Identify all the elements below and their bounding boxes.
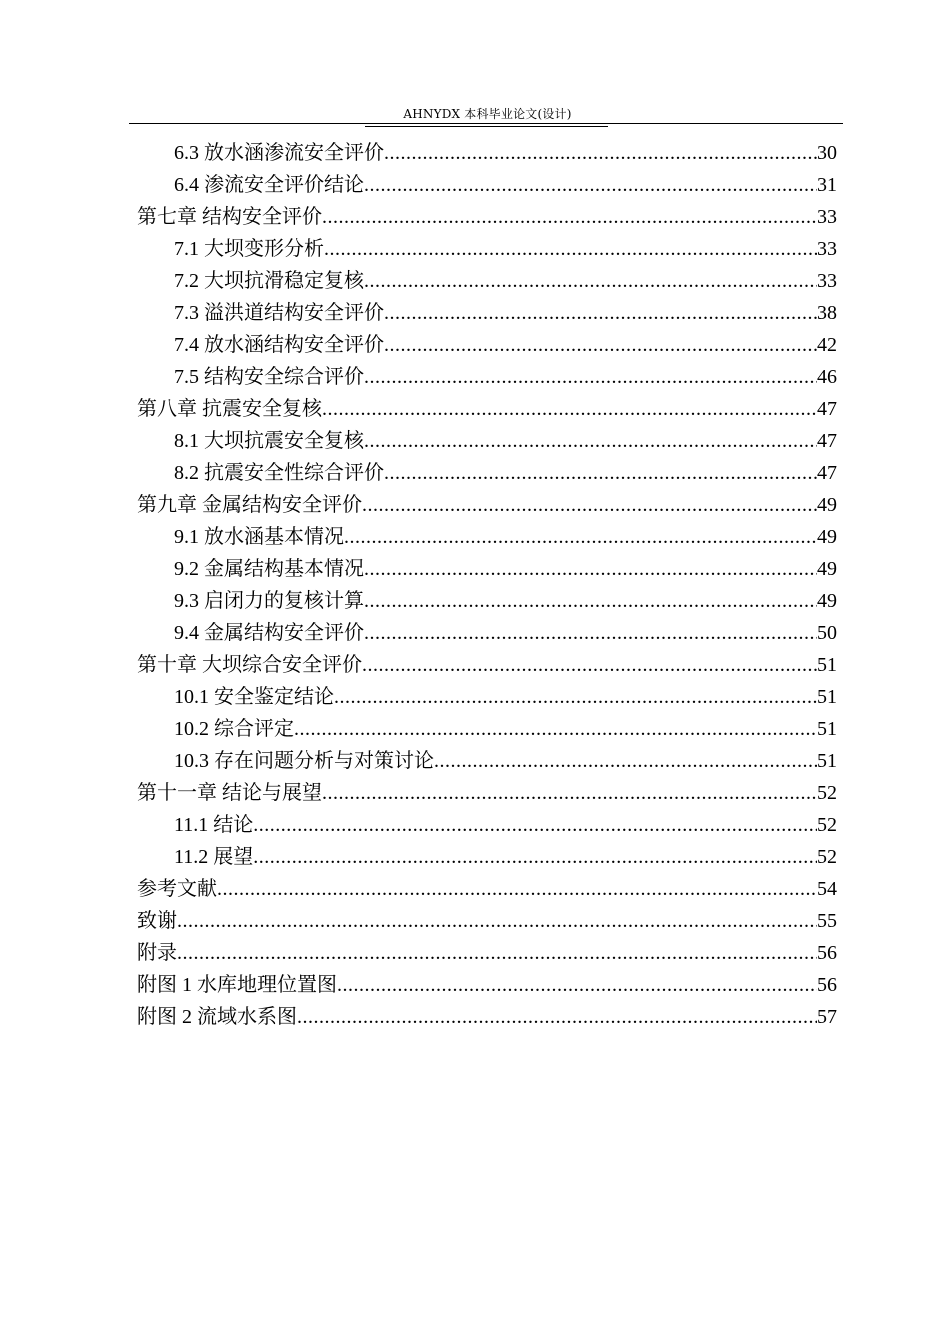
toc-dot-leader [294, 713, 817, 745]
toc-entry[interactable] [137, 713, 837, 745]
toc-entry-page: 47 [817, 430, 837, 452]
toc-entry[interactable] [137, 457, 837, 489]
toc-dot-leader [322, 201, 817, 233]
toc-entry-page: 51 [817, 718, 837, 740]
toc-entry-title: 7.1 大坝变形分析 [174, 238, 324, 260]
toc-dot-leader [337, 969, 817, 1001]
toc-entry-title: 9.3 启闭力的复核计算 [174, 590, 364, 612]
toc-entry-page: 33 [817, 206, 837, 228]
toc-entry[interactable] [137, 297, 837, 329]
toc-entry-page: 52 [817, 814, 837, 836]
toc-entry[interactable] [137, 937, 837, 969]
toc-entry-title: 8.1 大坝抗震安全复核 [174, 430, 364, 452]
toc-dot-leader [253, 841, 817, 873]
toc-entry-title: 第十章 大坝综合安全评价 [137, 654, 362, 676]
toc-entry[interactable] [137, 745, 837, 777]
toc-entry-title: 致谢 [137, 910, 177, 932]
toc-dot-leader [334, 681, 817, 713]
toc-dot-leader [364, 265, 817, 297]
table-of-contents [137, 137, 837, 1033]
toc-entry-page: 51 [817, 654, 837, 676]
toc-entry-title: 11.1 结论 [174, 814, 254, 836]
toc-entry-page: 54 [817, 878, 837, 900]
toc-entry-page: 55 [817, 910, 837, 932]
toc-dot-leader [177, 937, 817, 969]
toc-entry-title: 11.2 展望 [174, 846, 254, 868]
toc-entry[interactable] [137, 649, 837, 681]
toc-entry[interactable] [137, 777, 837, 809]
toc-entry[interactable] [137, 169, 837, 201]
running-header: AHNYDX 本科毕业论文(设计) [403, 107, 572, 121]
toc-dot-leader [434, 745, 817, 777]
toc-entry[interactable] [137, 1001, 837, 1033]
toc-entry-page: 52 [817, 846, 837, 868]
toc-entry-title: 参考文献 [137, 878, 217, 900]
toc-dot-leader [364, 169, 817, 201]
toc-entry[interactable] [137, 393, 837, 425]
toc-entry-page: 49 [817, 526, 837, 548]
toc-entry-title: 附图 1 水库地理位置图 [137, 974, 337, 996]
toc-entry-title: 9.4 金属结构安全评价 [174, 622, 364, 644]
toc-entry-page: 33 [817, 270, 837, 292]
toc-entry-title: 7.2 大坝抗滑稳定复核 [174, 270, 364, 292]
toc-entry[interactable] [137, 809, 837, 841]
toc-entry-title: 附录 [137, 942, 177, 964]
toc-entry-title: 附图 2 流域水系图 [137, 1006, 297, 1028]
header-rule [129, 123, 843, 124]
toc-entry-title: 9.1 放水涵基本情况 [174, 526, 344, 548]
toc-entry-title: 6.3 放水涵渗流安全评价 [174, 142, 384, 164]
toc-dot-leader [364, 553, 817, 585]
toc-entry-page: 42 [817, 334, 837, 356]
toc-entry[interactable] [137, 137, 837, 169]
toc-entry[interactable] [137, 553, 837, 585]
toc-entry-title: 7.4 放水涵结构安全评价 [174, 334, 384, 356]
toc-entry-title: 第九章 金属结构安全评价 [137, 494, 362, 516]
toc-entry[interactable] [137, 681, 837, 713]
toc-entry-page: 52 [817, 782, 837, 804]
toc-entry-page: 51 [817, 750, 837, 772]
toc-dot-leader [177, 905, 817, 937]
toc-entry-page: 51 [817, 686, 837, 708]
toc-dot-leader [322, 393, 817, 425]
toc-dot-leader [364, 585, 817, 617]
toc-dot-leader [324, 233, 817, 265]
toc-entry-title: 第十一章 结论与展望 [137, 782, 322, 804]
toc-entry-page: 49 [817, 590, 837, 612]
toc-entry-page: 47 [817, 462, 837, 484]
toc-entry[interactable] [137, 585, 837, 617]
toc-dot-leader [322, 777, 817, 809]
toc-entry[interactable] [137, 521, 837, 553]
toc-entry[interactable] [137, 265, 837, 297]
toc-entry-page: 49 [817, 494, 837, 516]
toc-dot-leader [362, 489, 817, 521]
toc-entry[interactable] [137, 489, 837, 521]
toc-dot-leader [253, 809, 817, 841]
toc-entry-page: 30 [817, 142, 837, 164]
toc-entry-page: 33 [817, 238, 837, 260]
toc-dot-leader [344, 521, 817, 553]
toc-entry-page: 31 [817, 174, 837, 196]
toc-entry[interactable] [137, 969, 837, 1001]
toc-entry-title: 7.5 结构安全综合评价 [174, 366, 364, 388]
toc-entry[interactable] [137, 233, 837, 265]
toc-dot-leader [297, 1001, 817, 1033]
toc-dot-leader [364, 617, 817, 649]
toc-entry-title: 第七章 结构安全评价 [137, 206, 322, 228]
toc-entry-page: 57 [817, 1006, 837, 1028]
toc-dot-leader [362, 649, 817, 681]
toc-entry-page: 50 [817, 622, 837, 644]
toc-dot-leader [364, 361, 817, 393]
toc-entry-page: 47 [817, 398, 837, 420]
toc-entry-title: 9.2 金属结构基本情况 [174, 558, 364, 580]
toc-entry[interactable] [137, 873, 837, 905]
toc-entry[interactable] [137, 361, 837, 393]
toc-entry[interactable] [137, 617, 837, 649]
toc-entry[interactable] [137, 841, 837, 873]
toc-entry-title: 第八章 抗震安全复核 [137, 398, 322, 420]
toc-entry-page: 56 [817, 942, 837, 964]
toc-entry[interactable] [137, 905, 837, 937]
toc-entry-page: 49 [817, 558, 837, 580]
toc-entry-page: 56 [817, 974, 837, 996]
toc-dot-leader [364, 425, 817, 457]
toc-dot-leader [384, 457, 817, 489]
toc-entry-title: 7.3 溢洪道结构安全评价 [174, 302, 384, 324]
toc-dot-leader [384, 297, 817, 329]
toc-entry-title: 10.3 存在问题分析与对策讨论 [174, 750, 434, 772]
toc-dot-leader [384, 137, 817, 169]
toc-entry-title: 6.4 渗流安全评价结论 [174, 174, 364, 196]
toc-entry-title: 8.2 抗震安全性综合评价 [174, 462, 384, 484]
toc-entry-title: 10.1 安全鉴定结论 [174, 686, 334, 708]
toc-entry[interactable] [137, 329, 837, 361]
toc-entry-page: 46 [817, 366, 837, 388]
header-subrule [365, 126, 608, 127]
toc-entry[interactable] [137, 425, 837, 457]
toc-entry[interactable] [137, 201, 837, 233]
toc-entry-page: 38 [817, 302, 837, 324]
toc-dot-leader [384, 329, 817, 361]
toc-entry-title: 10.2 综合评定 [174, 718, 294, 740]
toc-dot-leader [217, 873, 817, 905]
